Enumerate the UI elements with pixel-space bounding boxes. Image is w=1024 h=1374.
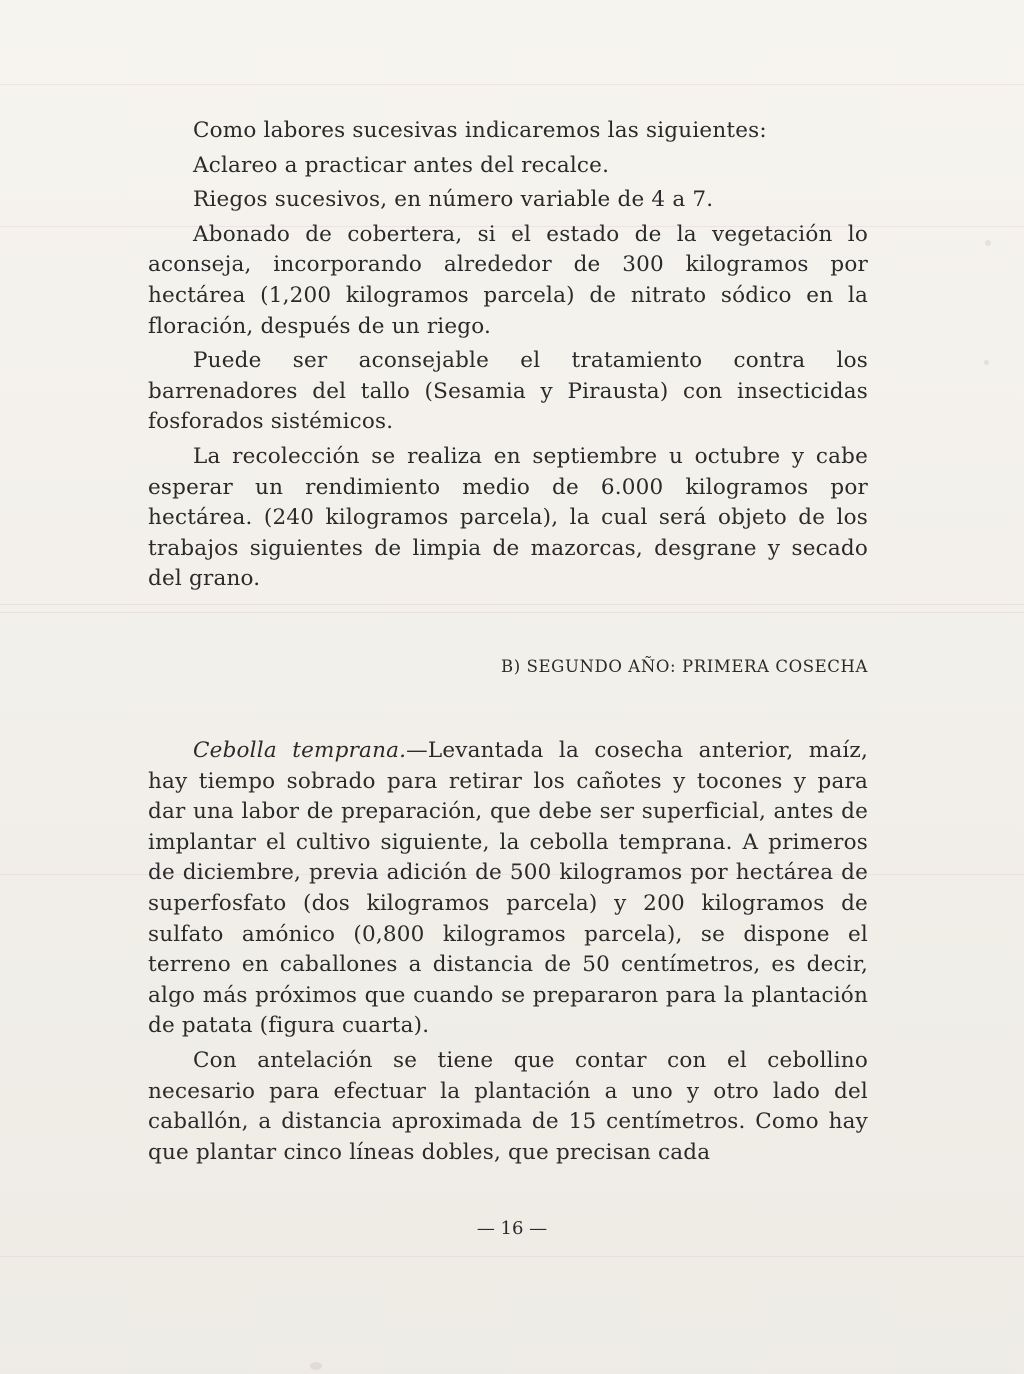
scan-artifact (0, 612, 1024, 613)
page-number: — 16 — (476, 1218, 548, 1239)
body-text-section-2 (148, 736, 868, 1172)
paragraph: Como labores sucesivas indicaremos las siguientes: (193, 118, 767, 143)
paragraph: Con antelación se tiene que contar con el cebollino necesario para efectuar la plantación a uno y otro lado del caballón, a distancia aproximada de 15 centímetros. Como hay que plantar cinco líneas dobles, que precisan cada (148, 1047, 868, 1165)
paragraph: Puede ser aconsejable el tratamiento contra los barrenadores del tallo (Sesamia y Pirausta) con insecticidas fosforados sistémicos. (148, 348, 868, 435)
paper-speck (310, 1362, 322, 1370)
section-heading: B) SEGUNDO AÑO: PRIMERA COSECHA (501, 657, 868, 676)
paragraph: La recolección se realiza en septiembre u octubre y cabe esperar un rendimiento medio de 6.000 kilogramos por hectárea. (240 kilogramos parcela), la cual será objeto de los trabajos siguientes de limpia de mazorcas, desgrane y secado del grano. (148, 443, 868, 592)
paper-speck (984, 360, 989, 365)
scan-artifact (0, 84, 1024, 85)
paragraph-lead-italic: Cebolla temprana. (193, 738, 407, 763)
paragraph: Aclareo a practicar antes del recalce. (193, 152, 610, 178)
scan-artifact (0, 1256, 1024, 1257)
paragraph-body: —Levantada la cosecha anterior, maíz, hay tiempo sobrado para retirar los cañotes y tocones y para dar una labor de preparación, que debe ser superficial, antes de implantar el cultivo siguiente, la cebolla temprana. A primeros de diciembre, previa adición de 500 kilogramos por hectárea de superfosfato (dos kilogramos parcela) y 200 kilogramos de sulfato amónico (0,800 kilogramos parcela), se dispone el terreno en caballones a distancia de 50 centímetros, es decir, algo más próximos que cuando se prepararon para la plantación de patata (figura cuarta). (148, 738, 868, 1039)
scan-artifact (0, 604, 1024, 605)
paper-speck (985, 240, 991, 246)
paragraph: Abonado de cobertera, si el estado de la vegetación lo aconseja, incorporando alrededor de 300 kilogramos por hectárea (1,200 kilogramos parcela) de nitrato sódico en la floración, después de un riego. (148, 221, 868, 339)
body-text-section-1 (148, 116, 868, 599)
paragraph (148, 736, 868, 1042)
paragraph: Riegos sucesivos, en número variable de 4 a 7. (193, 187, 714, 213)
